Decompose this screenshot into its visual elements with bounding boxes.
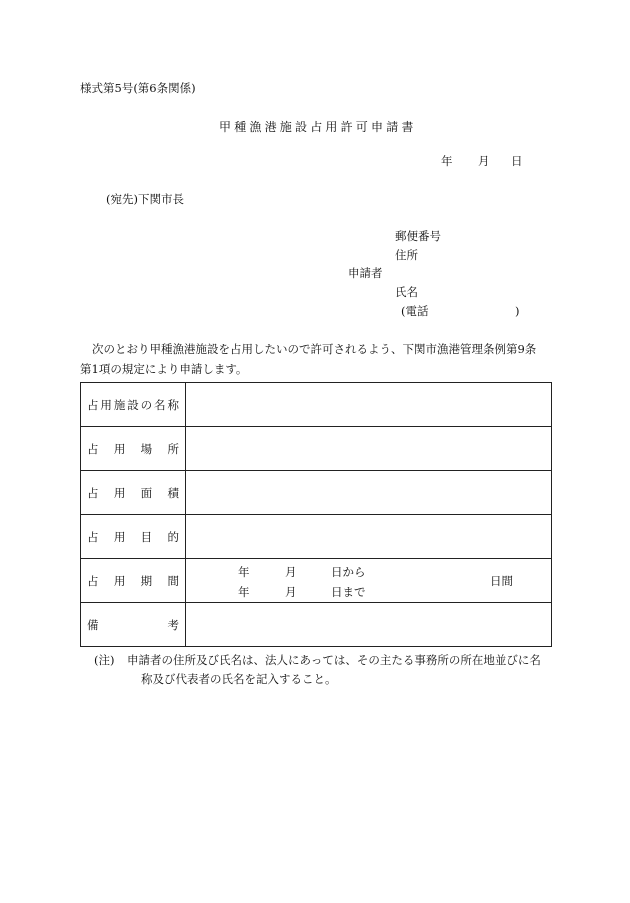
- label-char: 間: [167, 573, 179, 588]
- date-day-label: 日: [511, 154, 523, 168]
- area-field[interactable]: [186, 471, 552, 515]
- address-label: 住所: [395, 248, 418, 262]
- period-days: 日間: [490, 574, 513, 588]
- label-char: 目: [140, 529, 153, 544]
- note-line-1: 申請者の住所及び氏名は、法人にあっては、その主たる事務所の所在地並びに名: [127, 653, 541, 667]
- label-char: 用: [113, 573, 126, 588]
- row-label-text: [87, 617, 179, 633]
- period-to-year: 年: [238, 585, 250, 599]
- label-char: 考: [167, 617, 179, 632]
- remarks-label: [81, 603, 186, 647]
- request-line-1: 次のとおり甲種漁港施設を占用したいので許可されるよう、下関市漁港管理条例第9条: [92, 342, 537, 356]
- label-char: 用: [113, 485, 126, 500]
- period-from-month: 月: [285, 565, 297, 579]
- date-year-label: 年: [441, 154, 453, 168]
- application-table: [80, 382, 552, 647]
- applicant-label: 申請者: [348, 266, 383, 280]
- label-char: 用: [100, 397, 112, 412]
- location-field[interactable]: [186, 427, 552, 471]
- label-char: 占: [87, 441, 99, 456]
- row-label-text: [87, 485, 179, 501]
- label-char: 名: [154, 397, 166, 412]
- area-label: [81, 471, 186, 515]
- label-char: 設: [127, 397, 139, 412]
- label-char: 占: [87, 397, 99, 412]
- date-month-label: 月: [478, 154, 490, 168]
- row-label-text: [87, 441, 179, 457]
- purpose-label: [81, 515, 186, 559]
- request-line-2: 第1項の規定により申請します。: [80, 362, 248, 376]
- note-line-2: 称及び代表者の氏名を記入すること。: [141, 672, 337, 686]
- row-label-text: [87, 573, 179, 589]
- phone-label: (電話: [401, 304, 429, 318]
- purpose-field[interactable]: [186, 515, 552, 559]
- label-char: の: [140, 397, 153, 412]
- label-char: 称: [167, 397, 179, 412]
- label-char: 所: [167, 441, 179, 456]
- phone-close: ): [515, 304, 520, 318]
- table-row: [81, 427, 552, 471]
- label-char: 施: [113, 397, 126, 412]
- location-label: [81, 427, 186, 471]
- label-char: 期: [140, 573, 153, 588]
- note-marker: (注): [94, 653, 115, 667]
- name-label: 氏名: [395, 285, 418, 299]
- label-char: 用: [113, 529, 126, 544]
- label-char: 的: [167, 529, 179, 544]
- label-char: 備: [87, 617, 99, 632]
- period-label: [81, 559, 186, 603]
- row-label-text: [87, 397, 179, 413]
- form-number: 様式第5号(第6条関係): [80, 81, 196, 95]
- period-to-day: 日まで: [331, 585, 366, 599]
- page-title: 甲種漁港施設占用許可申請書: [219, 120, 417, 134]
- label-char: 占: [87, 485, 99, 500]
- label-char: 面: [140, 485, 153, 500]
- request-paragraph: [80, 339, 536, 379]
- facility-name-label: [81, 383, 186, 427]
- label-char: 用: [113, 441, 126, 456]
- table-row: [81, 515, 552, 559]
- label-char: 占: [87, 529, 99, 544]
- facility-name-field[interactable]: [186, 383, 552, 427]
- label-char: 占: [87, 573, 99, 588]
- period-from-day: 日から: [331, 565, 366, 579]
- table-row: [81, 383, 552, 427]
- label-char: 積: [167, 485, 179, 500]
- remarks-field[interactable]: [186, 603, 552, 647]
- label-char: 場: [140, 441, 153, 456]
- table-row: [81, 559, 552, 603]
- period-field[interactable]: [186, 559, 552, 603]
- table-row: [81, 471, 552, 515]
- addressee: (宛先)下関市長: [106, 192, 184, 206]
- period-to-month: 月: [285, 585, 297, 599]
- table-row: [81, 603, 552, 647]
- row-label-text: [87, 529, 179, 545]
- postal-code-label: 郵便番号: [395, 229, 441, 243]
- period-from-year: 年: [238, 565, 250, 579]
